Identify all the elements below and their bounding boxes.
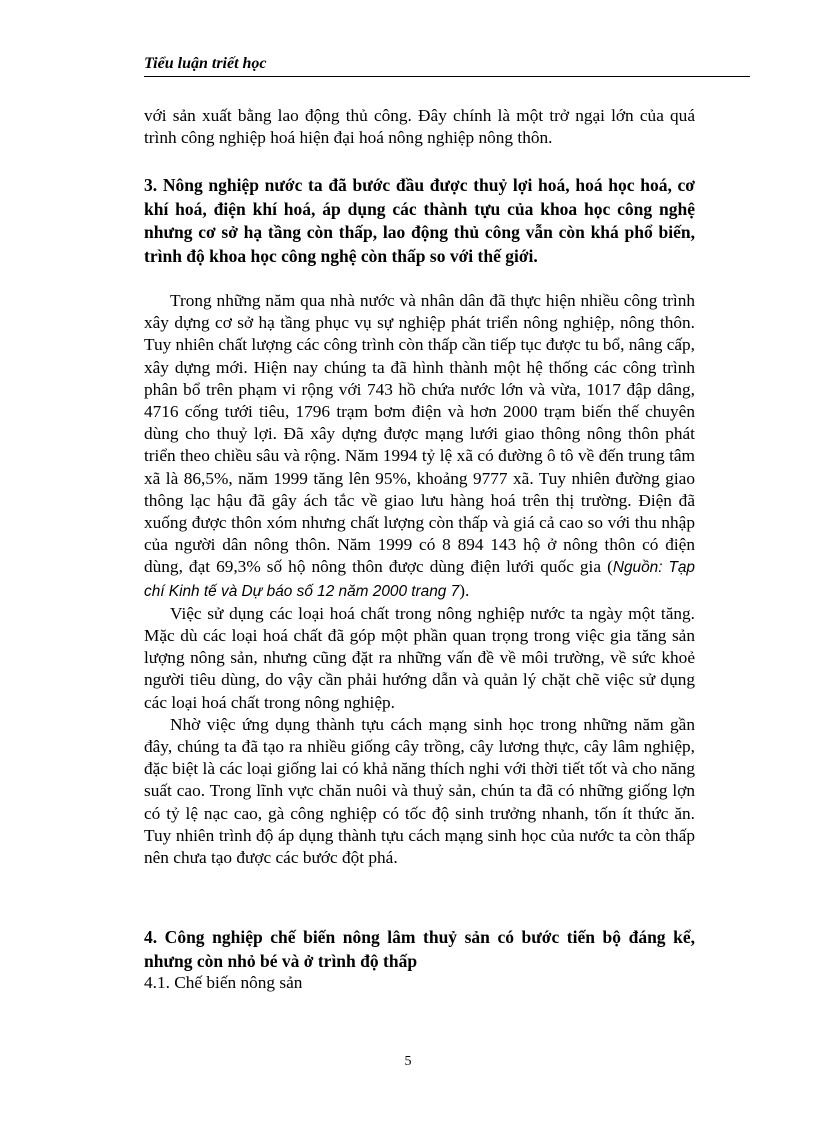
- intro-paragraph: với sản xuất bằng lao động thủ công. Đây chính là một trở ngại lớn của quá trình công nghiệp hoá hiện đại hoá nông nghiệp nông thôn.: [144, 106, 695, 148]
- paragraph-infrastructure-text: Trong những năm qua nhà nước và nhân dân đã thực hiện nhiều công trình xây dựng cơ sở hạ tầng phục vụ sự nghiệp phát triển nông nghiệp, nông thôn. Tuy nhiên chất lượng các công trình còn thấp cần tiếp tục được tu bổ, nâng cấp, xây dựng mới. Hiện nay chúng ta đã hình thành một hệ thống các công trình phân bổ trên phạm vi rộng với 743 hồ chứa nước lớn và vừa, 1017 đập dâng, 4716 cống tưới tiêu, 1796 trạm bơm điện và hơn 2000 trạm biến thế chuyên dùng cho thuỷ lợi. Đã xây dựng được mạng lưới giao thông nông thôn phát triển theo chiều sâu và rộng. Năm 1994 tỷ lệ xã có đường ô tô về đến trung tâm xã là 86,5%, năm 1999 tăng lên 95%, khoảng 9777 xã. Tuy nhiên đường giao thông lạc hậu đã gây ách tắc về giao lưu hàng hoá trên thị trường. Điện đã xuống được thôn xóm nhưng chất lượng còn thấp và giá cả cao so với thu nhập của người dân nông thôn. Năm 1999 có 8 894 143 hộ ở nông thôn có điện dùng, đạt 69,3% số hộ nông thôn được dùng điện lưới quốc gia (: [144, 291, 695, 577]
- section-4-1-subheading: 4.1. Chế biến nông sản: [144, 973, 303, 992]
- section-3-body: [144, 290, 695, 869]
- source-citation: Nguồn: Tạp chí Kinh tế và Dự báo số 12 năm 2000 trang 7: [144, 559, 695, 600]
- intro-paragraph-block: [144, 105, 695, 149]
- header-title: Tiểu luận triết học: [144, 55, 267, 72]
- page-number: 5: [404, 1054, 412, 1069]
- section-3-heading: 3. Nông nghiệp nước ta đã bước đầu được thuỷ lợi hoá, hoá học hoá, cơ khí hoá, điện khí hoá, áp dụng các thành tựu của khoa học công nghệ nhưng cơ sở hạ tầng còn thấp, lao động thủ công vẫn còn khá phổ biến, trình độ khoa học công nghệ còn thấp so với thế giới.: [144, 175, 695, 266]
- running-header: [144, 52, 750, 77]
- paragraph-biotech: Nhờ việc ứng dụng thành tựu cách mạng sinh học trong những năm gần đây, chúng ta đã tạo ra nhiều giống cây trồng, cây lương thực, cây lâm nghiệp, đặc biệt là các loại giống lai có khả năng thích nghi với thời tiết tốt và cho năng suất cao. Trong lĩnh vực chăn nuôi và thuỷ sản, chún ta đã có những giống lợn có tỷ lệ nạc cao, gà công nghiệp có tốc độ sinh trưởng nhanh, tốn ít thức ăn. Tuy nhiên trình độ áp dụng thành tựu cách mạng sinh học của nước ta còn thấp nên chưa tạo được các bước đột phá.: [144, 714, 695, 868]
- paragraph-infrastructure-end: ).: [459, 580, 470, 600]
- paragraph-chemicals: Việc sử dụng các loại hoá chất trong nông nghiệp nước ta ngày một tăng. Mặc dù các loại hoá chất đã góp một phần quan trọng trong việc gia tăng sản lượng nông sản, nhưng cũng đặt ra những vấn đề về môi trường, về sức khoẻ người tiêu dùng, do vậy cần phải hướng dẫn và quản lý chặt chẽ việc sử dụng các loại hoá chất trong nông nghiệp.: [144, 603, 695, 712]
- paragraph-infrastructure: [144, 290, 695, 603]
- section-4-heading: 4. Công nghiệp chế biến nông lâm thuỷ sản có bước tiến bộ đáng kể, nhưng còn nhỏ bé và ở trình độ thấp: [144, 927, 695, 971]
